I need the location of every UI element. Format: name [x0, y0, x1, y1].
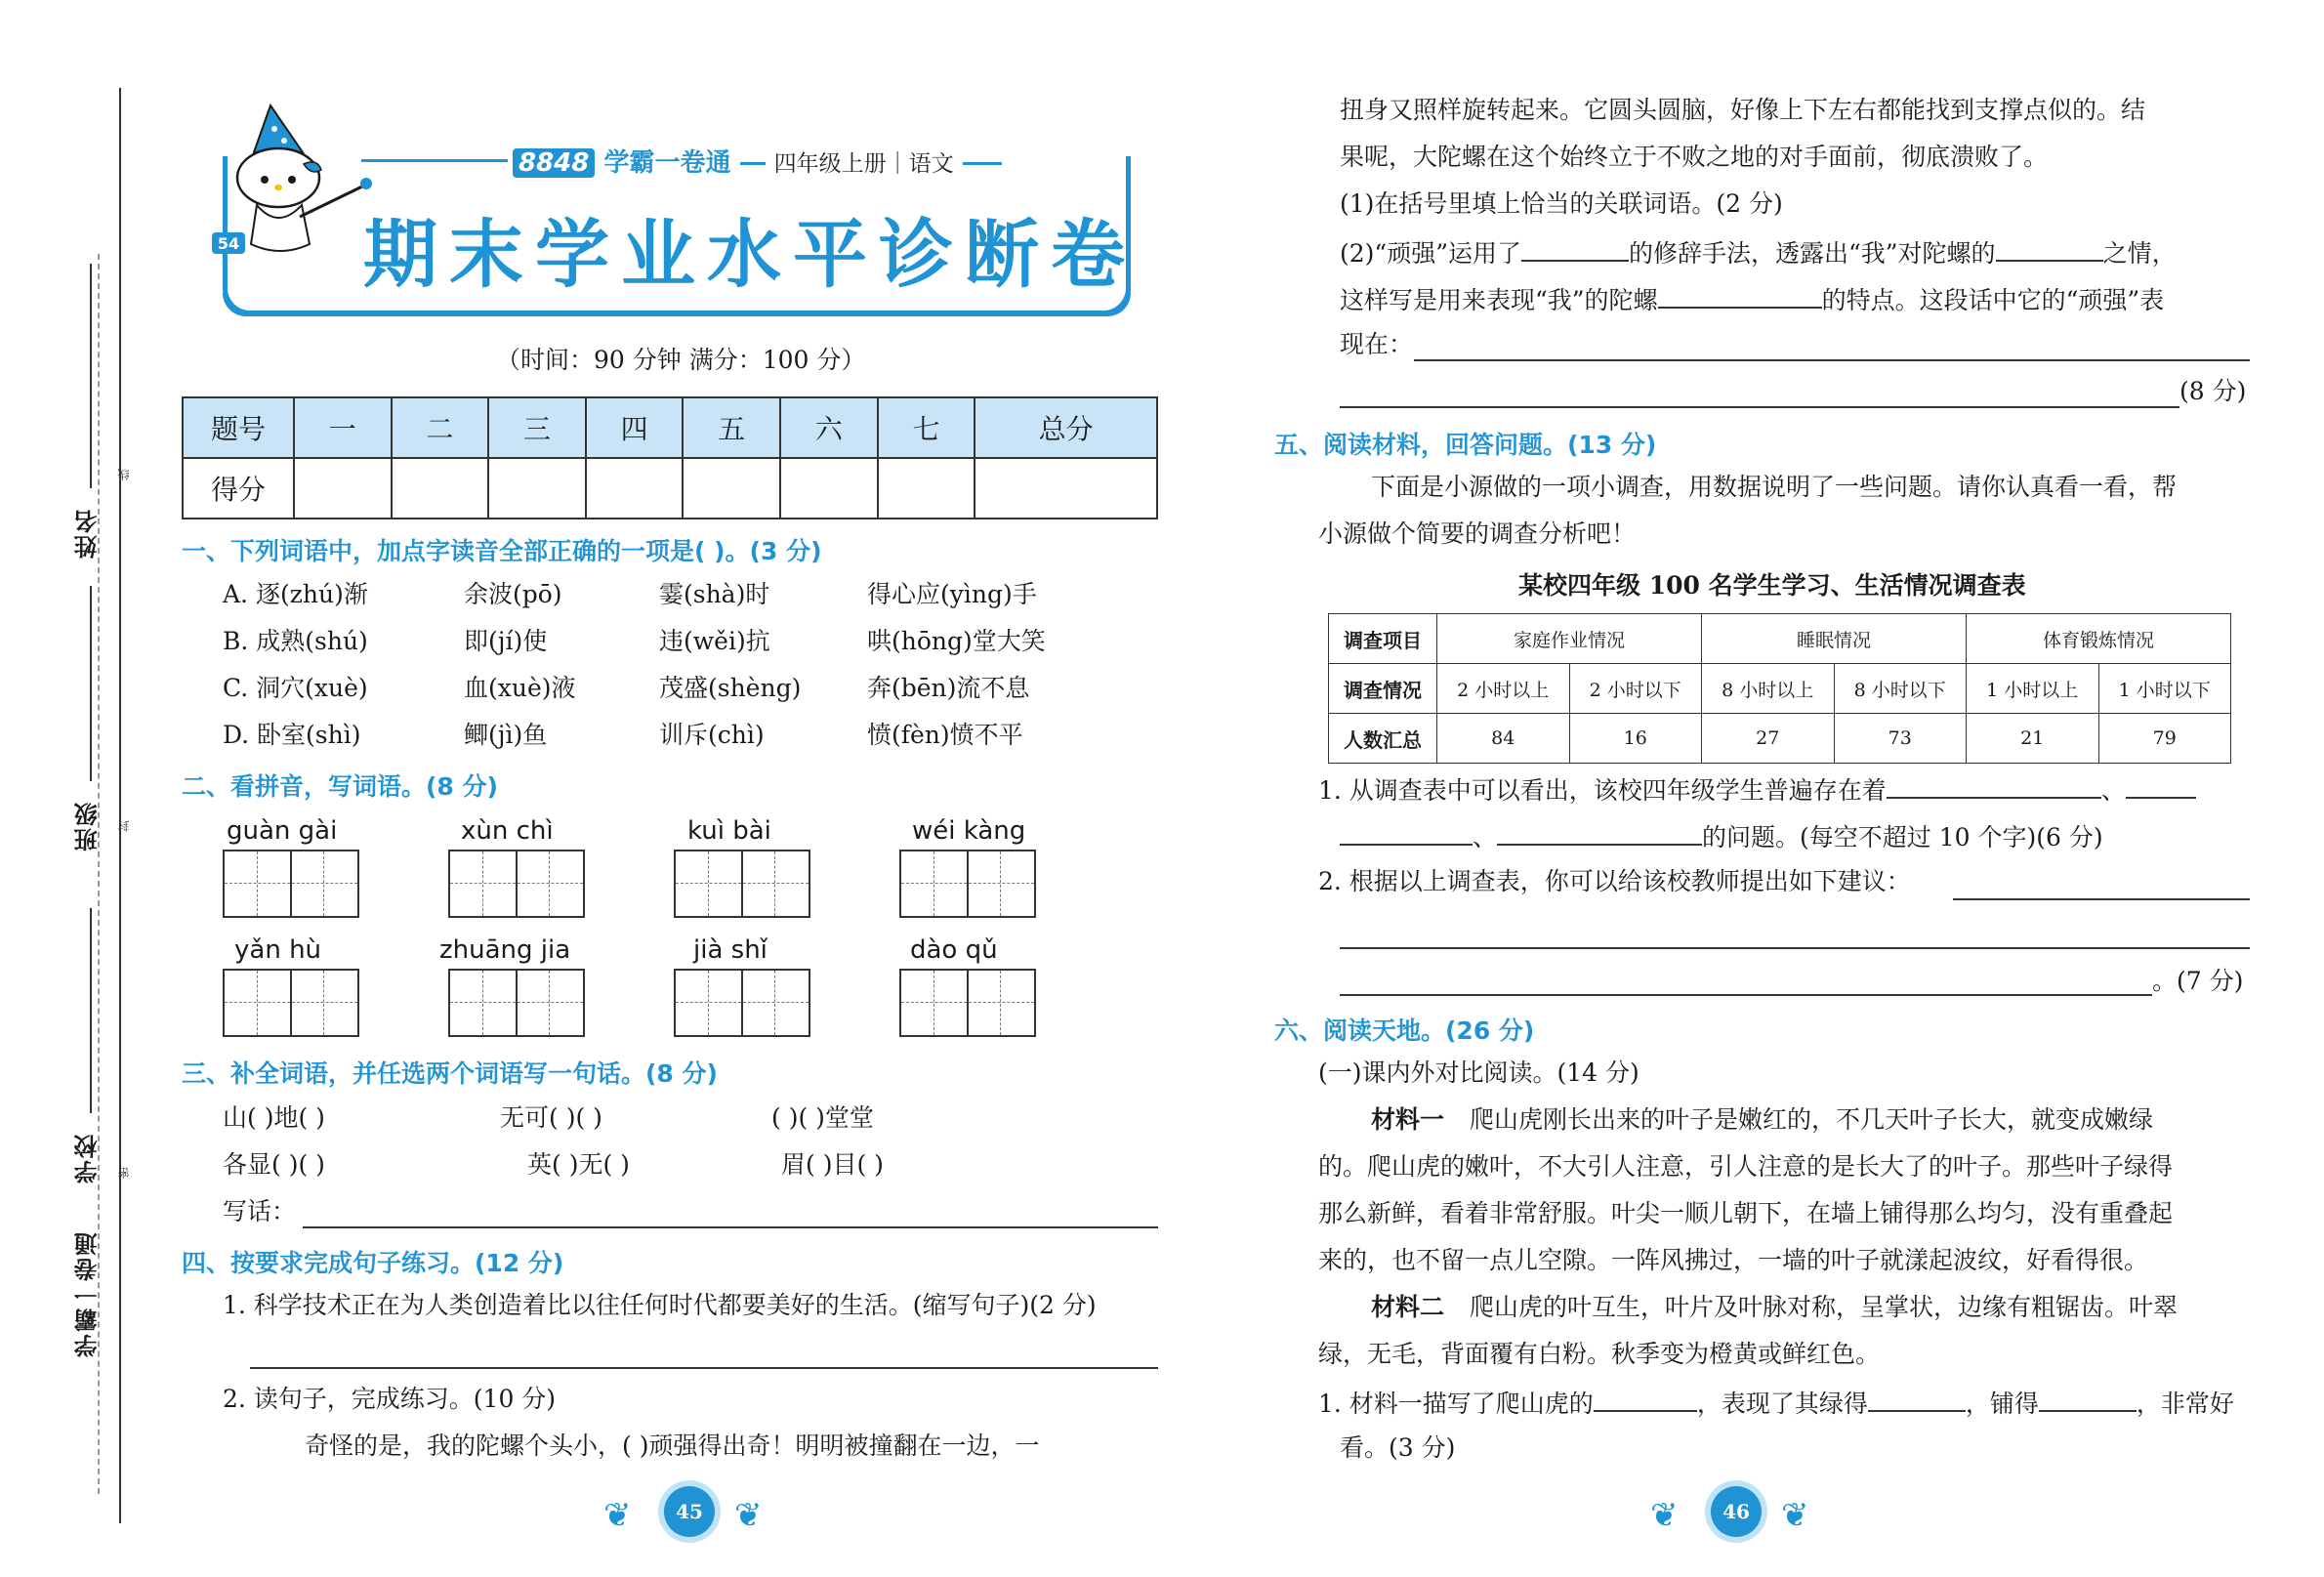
- pinyin-label: dào qǔ: [910, 935, 998, 965]
- brand-number: 8848: [513, 148, 595, 178]
- s5-q1-text-b: 的问题。(每空不超过 10 个字)(6 分): [1702, 823, 2103, 851]
- spread-blank[interactable]: [2039, 1385, 2137, 1412]
- pinyin-label: zhuāng jia: [439, 935, 571, 965]
- score-header-cell: 七: [878, 397, 975, 458]
- option-d-3: 训斥(chì): [659, 721, 765, 749]
- score-cell[interactable]: [683, 458, 780, 519]
- pinyin-label: wéi kàng: [912, 816, 1026, 846]
- brand-name: 学霸一卷通: [603, 148, 731, 178]
- material1-line2: 的。爬山虎的嫩叶，不大引人注意，引人注意的是长大了的叶子。那些叶子绿得: [1318, 1152, 2174, 1181]
- s6-q1-text-d: ，非常好: [2136, 1390, 2234, 1418]
- issue-blank-3[interactable]: [1497, 818, 1702, 846]
- brand-header: [513, 143, 1002, 179]
- mascot-icon: [210, 102, 376, 268]
- page-number-right: 46: [1711, 1486, 1762, 1537]
- score-header-cell: 四: [586, 397, 684, 458]
- score-table-header-row: [183, 397, 1157, 458]
- aspect-blank[interactable]: [1594, 1385, 1697, 1412]
- class-blank-line: [90, 586, 92, 781]
- advice-line-3[interactable]: [1340, 994, 2152, 996]
- s5-q2: 2. 根据以上调查表，你可以给该校教师提出如下建议：: [1318, 867, 1911, 895]
- q-a: (1)在括号里填上恰当的关联词语。(2 分): [1340, 189, 1783, 218]
- score-header-cell: 五: [683, 397, 780, 458]
- advice-line-2[interactable]: [1340, 947, 2250, 949]
- option-c-4: 奔(bēn)流不息: [867, 674, 1030, 702]
- score-header-cell: 一: [294, 397, 392, 458]
- feeling-blank[interactable]: [1996, 234, 2103, 262]
- idiom-fill[interactable]: 各显( )( ): [223, 1150, 325, 1179]
- material2-label: 材料二: [1371, 1293, 1445, 1321]
- passage-cont-1: 扭身又照样旋转起来。它圆头圆脑，好像上下左右都能找到支撑点似的。结: [1340, 96, 2146, 124]
- score-header-cell: 二: [392, 397, 489, 458]
- survey-row-head: 调查情况: [1329, 664, 1437, 714]
- score-header-cell: 六: [780, 397, 878, 458]
- survey-condition: 1 小时以上: [1967, 664, 2099, 714]
- pinyin-label: kuì bài: [687, 816, 771, 846]
- material1-line3: 那么新鲜，看着非常舒服。叶尖一顺儿朝下，在墙上铺得那么均匀，没有重叠起: [1318, 1199, 2174, 1227]
- survey-condition: 1 小时以下: [2098, 664, 2231, 714]
- leaf-right-icon: ❦: [734, 1496, 763, 1535]
- name-label: 姓名: [74, 508, 102, 559]
- score-cell[interactable]: [975, 458, 1157, 519]
- section5-intro-2: 小源做个简要的调查分析吧！: [1318, 519, 1637, 548]
- survey-condition: 8 小时以下: [1834, 664, 1967, 714]
- material1-line4: 来的，也不留一点儿空隙。一阵风拂过，一墙的叶子就漾起波纹，好看得很。: [1318, 1246, 2149, 1274]
- q-b-answer-line-1[interactable]: [1414, 359, 2250, 361]
- q-b-text5: 的特点。这段话中它的“顽强”表: [1821, 286, 2165, 314]
- write-label: 写话：: [223, 1197, 297, 1225]
- section4-q2: 2. 读句子，完成练习。(10 分): [223, 1385, 557, 1413]
- s6-q1-text-a: 1. 材料一描写了爬山虎的: [1318, 1390, 1594, 1418]
- score-header-cell: 总分: [975, 397, 1157, 458]
- score-cell[interactable]: [488, 458, 586, 519]
- survey-condition: 2 小时以下: [1569, 664, 1702, 714]
- section1-title: 一、下列词语中，加点字读音全部正确的一项是( )。(3 分): [182, 537, 822, 565]
- survey-condition: 2 小时以上: [1437, 664, 1570, 714]
- binding-line: [119, 88, 121, 1523]
- survey-count: 73: [1834, 714, 1967, 764]
- survey-count: 21: [1967, 714, 2099, 764]
- secret-mark: 密: [117, 1167, 131, 1179]
- section2-title: 二、看拼音，写词语。(8 分): [182, 772, 498, 801]
- option-a-4: 得心应(yìng)手: [867, 580, 1037, 608]
- section6-title: 六、阅读天地。(26 分): [1274, 1017, 1535, 1045]
- survey-group: 睡眠情况: [1702, 614, 1967, 664]
- q-b-score: (8 分): [2179, 377, 2247, 405]
- survey-count: 16: [1569, 714, 1702, 764]
- leaf-left-icon: ❦: [603, 1496, 632, 1535]
- writing-box[interactable]: [223, 850, 359, 918]
- seal-mark: 封: [117, 820, 131, 832]
- survey-row-conditions: [1329, 664, 2231, 714]
- survey-count: 27: [1702, 714, 1835, 764]
- score-table-row: [183, 458, 1157, 519]
- material2-line1: [1371, 1291, 2178, 1324]
- score-cell[interactable]: [392, 458, 489, 519]
- option-b-1[interactable]: B. 成熟(shú): [223, 627, 368, 655]
- q-b-line2: [1340, 281, 2164, 317]
- section5-title: 五、阅读材料，回答问题。(13 分): [1274, 431, 1657, 459]
- option-c-1[interactable]: C. 洞穴(xuè): [223, 674, 368, 702]
- q-b-answer-line-2[interactable]: [1340, 406, 2179, 408]
- pinyin-label: guàn gài: [227, 816, 338, 846]
- option-b-4: 哄(hōng)堂大笑: [867, 627, 1046, 655]
- writing-box[interactable]: [223, 969, 359, 1037]
- time-info: （时间：90 分钟 满分：100 分）: [496, 346, 866, 374]
- issue-blank-1[interactable]: [1887, 771, 2101, 799]
- option-b-3: 违(wěi)抗: [659, 627, 770, 655]
- option-d-1[interactable]: D. 卧室(shì): [223, 721, 361, 749]
- survey-condition: 8 小时以上: [1702, 664, 1835, 714]
- q-b-line1: [1340, 234, 2177, 270]
- s5-q1-line1: 1. 从调查表中可以看出，该校四年级学生普遍存在着 、: [1318, 771, 2196, 808]
- write-answer-line[interactable]: [303, 1226, 1158, 1228]
- score-cell[interactable]: [780, 458, 878, 519]
- pinyin-label: yǎn hù: [234, 935, 322, 965]
- option-a-3: 霎(shà)时: [659, 580, 770, 608]
- option-c-2: 血(xuè)液: [464, 674, 576, 702]
- score-cell[interactable]: [586, 458, 684, 519]
- q-b-text6: 现在：: [1340, 330, 1414, 358]
- s5-q2-score: 。(7 分): [2152, 967, 2244, 995]
- section5-intro-1: 下面是小源做的一项小调查，用数据说明了一些问题。请你认真看一看，帮: [1371, 473, 2178, 501]
- rhetoric-blank[interactable]: [1521, 234, 1629, 262]
- s6-q1-line1: [1318, 1385, 2234, 1421]
- writing-box[interactable]: [674, 969, 810, 1037]
- q-b-text2: 的修辞手法，透露出“我”对陀螺的: [1628, 239, 1996, 268]
- option-d-2: 鲫(jì)鱼: [464, 721, 548, 749]
- section3-title: 三、补全词语，并任选两个词语写一句话。(8 分): [182, 1059, 718, 1088]
- trait-blank[interactable]: [1658, 281, 1822, 309]
- issue-blank-2b[interactable]: [1340, 818, 1473, 846]
- leaf-left-icon: ❦: [1650, 1496, 1679, 1535]
- mascot-badge: 54: [217, 234, 240, 253]
- q-b-text1: (2)“顽强”运用了: [1340, 239, 1521, 268]
- green-blank[interactable]: [1868, 1385, 1966, 1412]
- survey-count: 84: [1437, 714, 1570, 764]
- grade-subject: 四年级上册｜语文: [773, 151, 954, 177]
- s6-q1-line2: 看。(3 分): [1340, 1433, 1456, 1462]
- score-header-cell: 题号: [183, 397, 294, 458]
- material1-label: 材料一: [1371, 1105, 1445, 1134]
- exam-title: 期末学业水平诊断卷: [363, 211, 1137, 298]
- q1-answer-line[interactable]: [250, 1367, 1158, 1369]
- class-label: 班级: [74, 801, 102, 851]
- passage-cont-2: 果呢，大陀螺在这个始终立于不败之地的对手面前，彻底溃败了。: [1340, 143, 2049, 171]
- writing-box[interactable]: [899, 850, 1036, 918]
- writing-box[interactable]: [674, 850, 810, 918]
- s5-q1-line2: 、 的问题。(每空不超过 10 个字)(6 分): [1340, 818, 2103, 854]
- s6-q1-text-c: ，铺得: [1965, 1390, 2039, 1418]
- s6-q1-text-b: ，表现了其绿得: [1696, 1390, 1868, 1418]
- survey-group: 家庭作业情况: [1437, 614, 1702, 664]
- passage-start: 奇怪的是，我的陀螺个头小，( )顽强得出奇！明明被撞翻在一边，一: [305, 1432, 1040, 1460]
- option-a-1[interactable]: A. 逐(zhú)渐: [223, 580, 368, 608]
- survey-row-head: 调查项目: [1329, 614, 1437, 664]
- score-row-label: 得分: [183, 458, 294, 519]
- option-b-2: 即(jí)使: [464, 627, 548, 655]
- pinyin-label: jià shǐ: [693, 935, 768, 965]
- idiom-fill[interactable]: 英( )无( ): [527, 1150, 630, 1179]
- survey-group: 体育锻炼情况: [1967, 614, 2231, 664]
- banner-rule-left: [361, 159, 508, 162]
- writing-box[interactable]: [899, 969, 1036, 1037]
- material1-line1: [1371, 1103, 2153, 1137]
- score-cell[interactable]: [878, 458, 975, 519]
- survey-row-counts: [1329, 714, 2231, 764]
- leaf-right-icon: ❦: [1781, 1496, 1809, 1535]
- advice-line-1[interactable]: [1953, 898, 2250, 900]
- section4-title: 四、按要求完成句子练习。(12 分): [182, 1249, 564, 1277]
- name-blank-line: [90, 264, 92, 488]
- m2-text1: 爬山虎的叶互生，叶片及叶脉对称，呈掌状，边缘有粗锯齿。叶翠: [1470, 1293, 2179, 1321]
- idiom-fill[interactable]: 无可( )( ): [500, 1103, 602, 1132]
- line-mark: 线: [117, 469, 131, 480]
- option-a-2: 余波(pō): [464, 580, 562, 608]
- survey-table: [1328, 613, 2231, 764]
- section4-q1: 1. 科学技术正在为人类创造着比以往任何时代都要美好的生活。(缩写句子)(2 分): [223, 1291, 1097, 1319]
- school-blank-line: [90, 908, 92, 1113]
- survey-count: 79: [2098, 714, 2231, 764]
- school-label: 学校: [74, 1133, 102, 1183]
- survey-table-title: 某校四年级 100 名学生学习、生活情况调查表: [1518, 571, 2026, 600]
- survey-row-head: 人数汇总: [1329, 714, 1437, 764]
- issue-blank-2[interactable]: [2126, 771, 2196, 799]
- writing-box[interactable]: [448, 969, 585, 1037]
- idiom-fill[interactable]: ( )( )堂堂: [771, 1103, 874, 1132]
- score-header-cell: 三: [488, 397, 586, 458]
- survey-row-items: [1329, 614, 2231, 664]
- idiom-fill[interactable]: 山( )地( ): [223, 1103, 325, 1132]
- score-cell[interactable]: [294, 458, 392, 519]
- m1-text1: 爬山虎刚长出来的叶子是嫩红的，不几天叶子长大，就变成嫩绿: [1470, 1105, 2154, 1134]
- pinyin-label: xùn chì: [461, 816, 554, 846]
- writing-box[interactable]: [448, 850, 585, 918]
- option-c-3: 茂盛(shèng): [659, 674, 802, 702]
- s5-q1-text-a: 1. 从调查表中可以看出，该校四年级学生普遍存在着: [1318, 776, 1887, 805]
- option-d-4: 愤(fèn)愤不平: [867, 721, 1023, 749]
- section6-sub1: (一)课内外对比阅读。(14 分): [1318, 1058, 1639, 1087]
- brand-label: 学霸一卷通: [74, 1230, 102, 1357]
- q-b-text4: 这样写是用来表现“我”的陀螺: [1340, 286, 1658, 314]
- score-table: [182, 396, 1158, 519]
- idiom-fill[interactable]: 眉( )目( ): [781, 1150, 884, 1179]
- material2-line2: 绿，无毛，背面覆有白粉。秋季变为橙黄或鲜红色。: [1318, 1340, 1881, 1368]
- q-b-text3: 之情，: [2102, 239, 2177, 268]
- page-number-left: 45: [664, 1486, 715, 1537]
